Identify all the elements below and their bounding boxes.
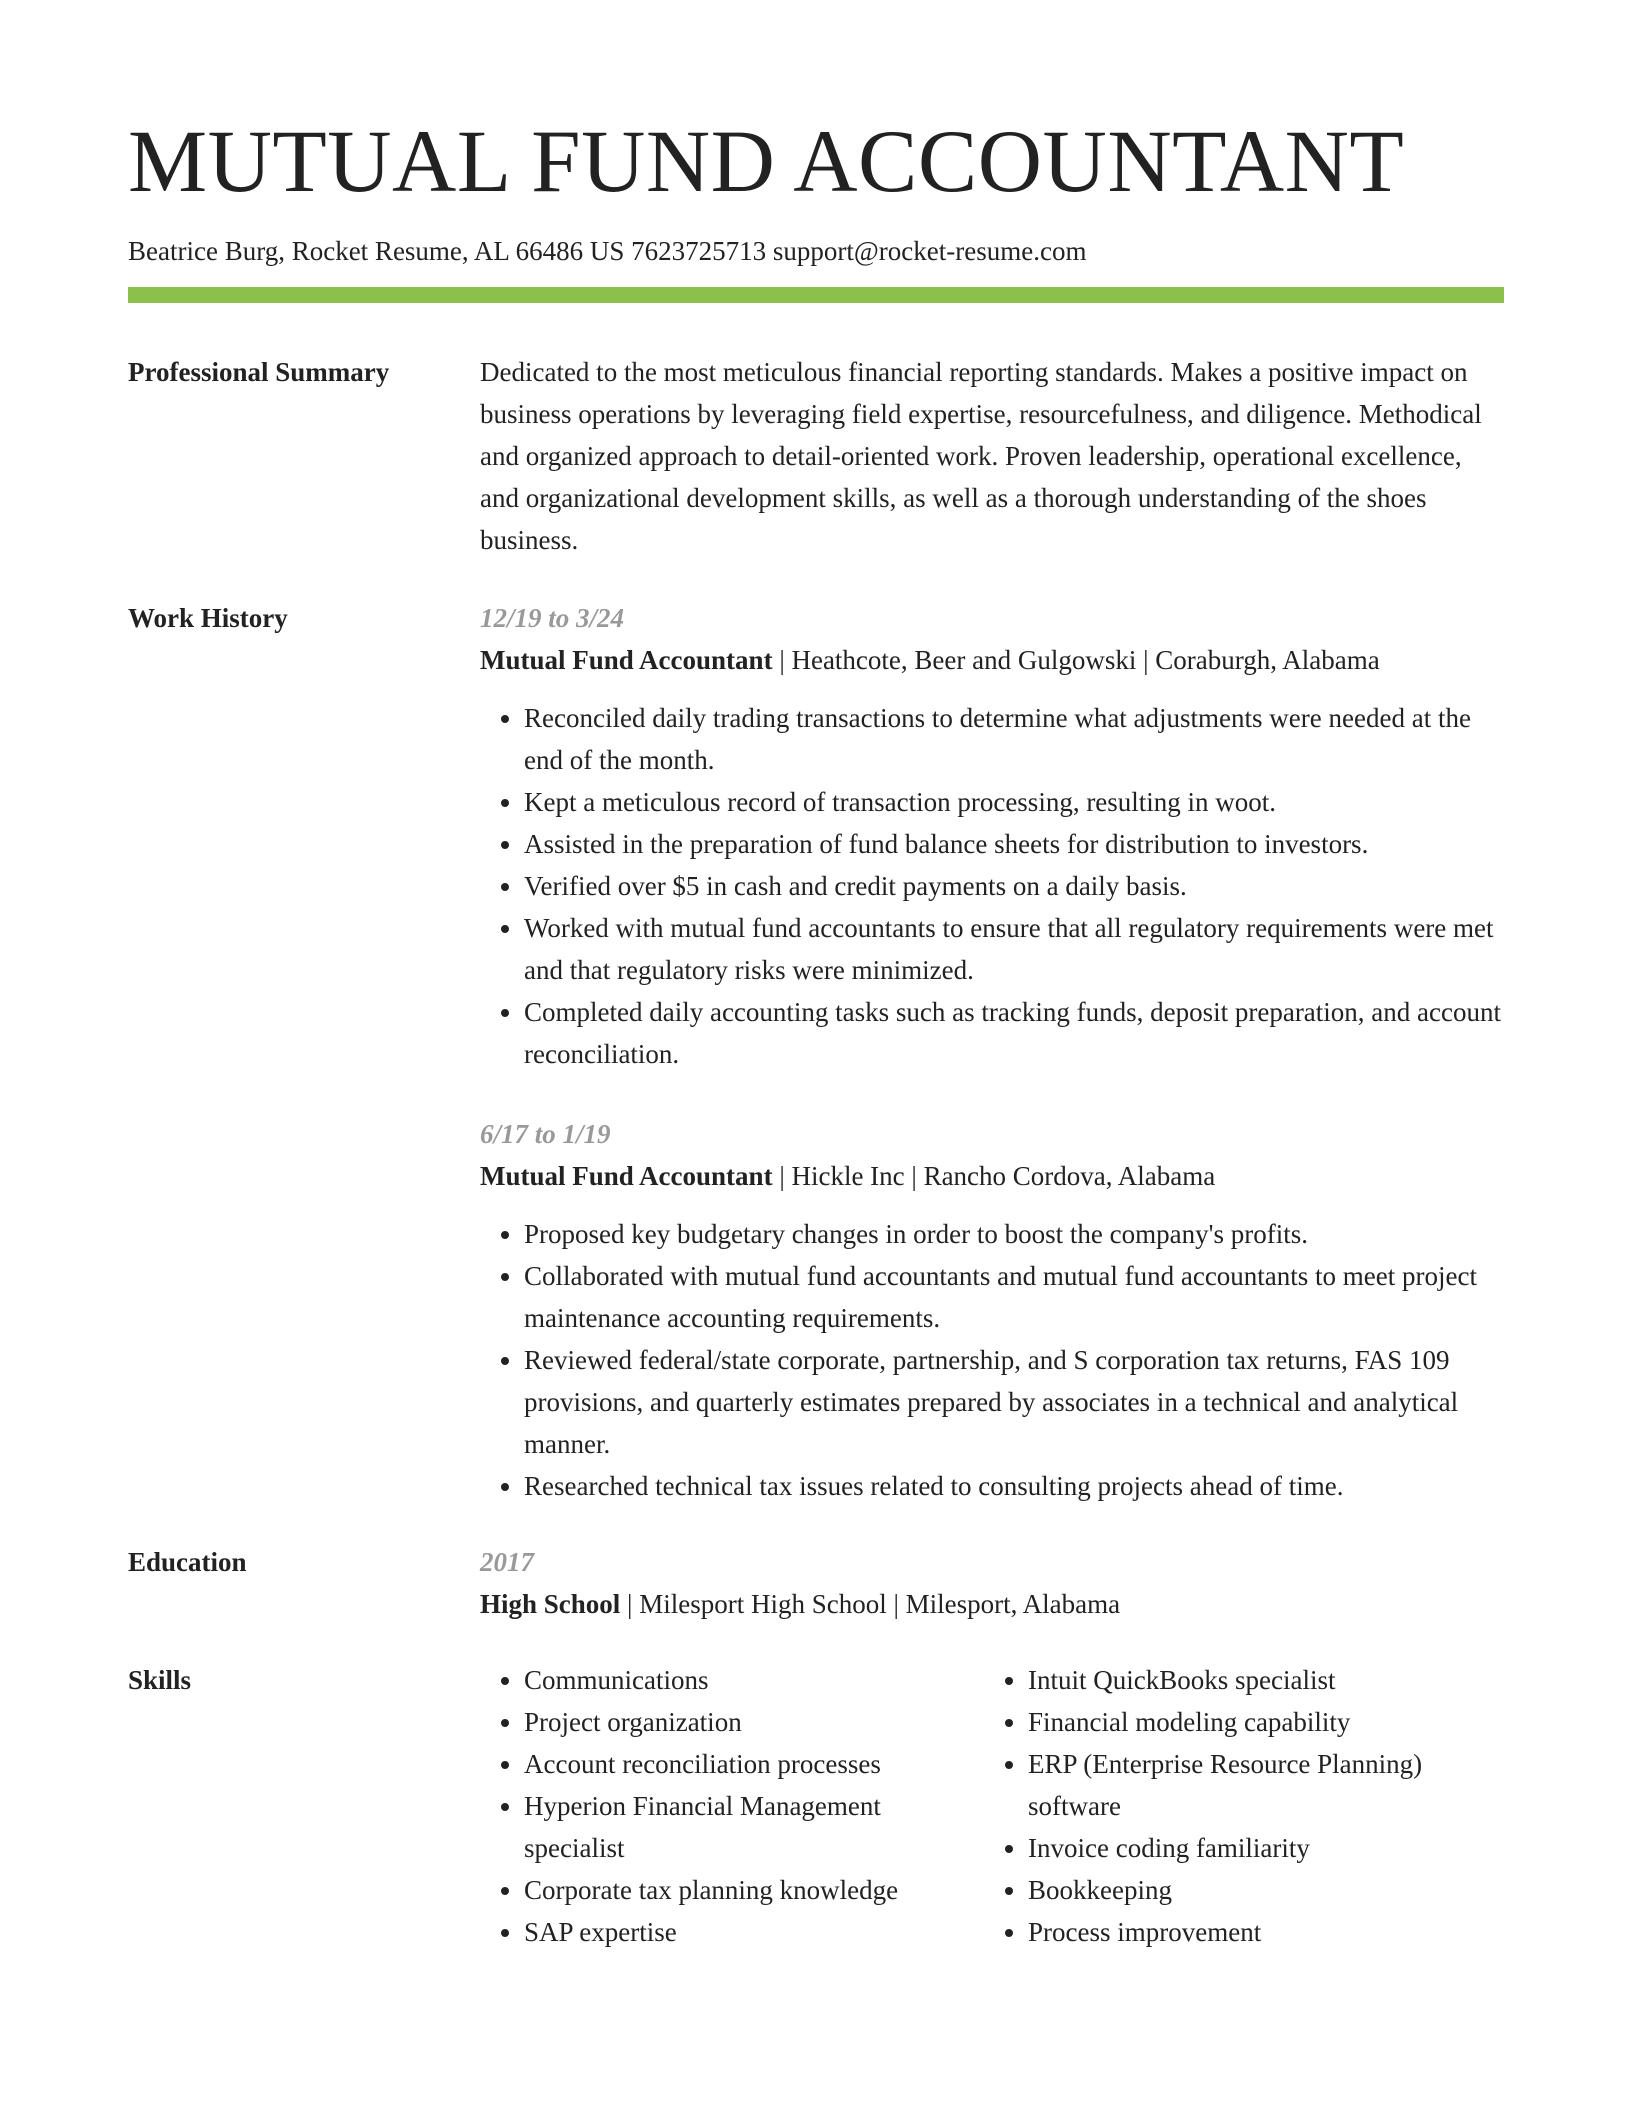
job-bullet: • Researched technical tax issues related to consulting projects ahead of time.: [524, 1465, 1504, 1507]
skills-columns: [480, 1659, 1504, 1953]
skill-item: • SAP expertise: [524, 1911, 984, 1953]
work-history-section: [128, 597, 1504, 1507]
skill-item: • Intuit QuickBooks specialist: [1028, 1659, 1488, 1701]
job-heading: [480, 639, 1504, 681]
contact-line: Beatrice Burg, Rocket Resume, AL 66486 US 7623725713 support@rocket-resume.com: [128, 236, 1087, 266]
job-bullet: • Proposed key budgetary changes in order to boost the company's profits.: [524, 1213, 1504, 1255]
skill-item: • Hyperion Financial Management specialist: [524, 1785, 984, 1869]
skills-list-right: [984, 1659, 1488, 1953]
job-dates: 12/19 to 3/24: [480, 603, 625, 634]
skill-item: • Project organization: [524, 1701, 984, 1743]
skill-item: • Process improvement: [1028, 1911, 1488, 1953]
education-section: [128, 1541, 1504, 1625]
job-bullet: • Reconciled daily trading transactions to determine what adjustments were needed at the end of the month.: [524, 697, 1504, 781]
job-bullets: [480, 1213, 1504, 1507]
education-degree: High School: [480, 1589, 621, 1620]
skill-item: • Bookkeeping: [1028, 1869, 1488, 1911]
summary-text: Dedicated to the most meticulous financial reporting standards. Makes a positive impact on business operations by leveraging field expertise, resourcefulness, and diligence. Methodical and organized approach to detail-oriented work. Proven leadership, operational excellence, and organizational development skills, as well as a thorough understanding of the shoes business.: [480, 357, 1482, 556]
job-entry: [480, 597, 1504, 1075]
work-history-body: [480, 597, 1504, 1507]
section-title-work-history: Work History: [128, 603, 288, 634]
job-bullet: • Collaborated with mutual fund accountants and mutual fund accountants to meet project maintenance accounting requirements.: [524, 1255, 1504, 1339]
job-bullet: • Reviewed federal/state corporate, partnership, and S corporation tax returns, FAS 109 provisions, and quarterly estimates prepared by associates in a technical and analytical manner.: [524, 1339, 1504, 1465]
section-title-summary: Professional Summary: [128, 357, 390, 388]
summary-body: [480, 351, 1504, 561]
skill-item: • Invoice coding familiarity: [1028, 1827, 1488, 1869]
education-body: [480, 1541, 1504, 1625]
job-company-location: | Hickle Inc | Rancho Cordova, Alabama: [772, 1161, 1216, 1192]
skills-section: [128, 1659, 1504, 1953]
resume-name: MUTUAL FUND ACCOUNTANT: [128, 113, 1405, 211]
skill-item: • Financial modeling capability: [1028, 1701, 1488, 1743]
header-divider: [128, 287, 1504, 303]
skill-item: • Account reconciliation processes: [524, 1743, 984, 1785]
job-bullet: • Kept a meticulous record of transaction processing, resulting in woot.: [524, 781, 1504, 823]
job-bullets: [480, 697, 1504, 1075]
skill-item: • Communications: [524, 1659, 984, 1701]
section-title-skills: Skills: [128, 1665, 192, 1696]
education-school-location: | Milesport High School | Milesport, Alabama: [620, 1589, 1121, 1620]
skills-list-left: [480, 1659, 984, 1953]
skill-item: • Corporate tax planning knowledge: [524, 1869, 984, 1911]
job-entry: [480, 1113, 1504, 1507]
job-bullet: • Assisted in the preparation of fund balance sheets for distribution to investors.: [524, 823, 1504, 865]
job-title: Mutual Fund Accountant: [480, 1161, 773, 1192]
job-title: Mutual Fund Accountant: [480, 645, 773, 676]
job-bullet: • Verified over $5 in cash and credit payments on a daily basis.: [524, 865, 1504, 907]
summary-section: [128, 351, 1504, 561]
skills-body: [480, 1659, 1504, 1953]
job-bullet: • Completed daily accounting tasks such as tracking funds, deposit preparation, and account reconciliation.: [524, 991, 1504, 1075]
job-bullet: • Worked with mutual fund accountants to ensure that all regulatory requirements were met and that regulatory risks were minimized.: [524, 907, 1504, 991]
education-heading: [480, 1583, 1504, 1625]
skill-item: • ERP (Enterprise Resource Planning) software: [1028, 1743, 1488, 1827]
section-title-education: Education: [128, 1547, 247, 1578]
job-heading: [480, 1155, 1504, 1197]
job-dates: 6/17 to 1/19: [480, 1119, 611, 1150]
education-year: 2017: [480, 1547, 534, 1578]
job-company-location: | Heathcote, Beer and Gulgowski | Coraburgh, Alabama: [772, 645, 1380, 676]
